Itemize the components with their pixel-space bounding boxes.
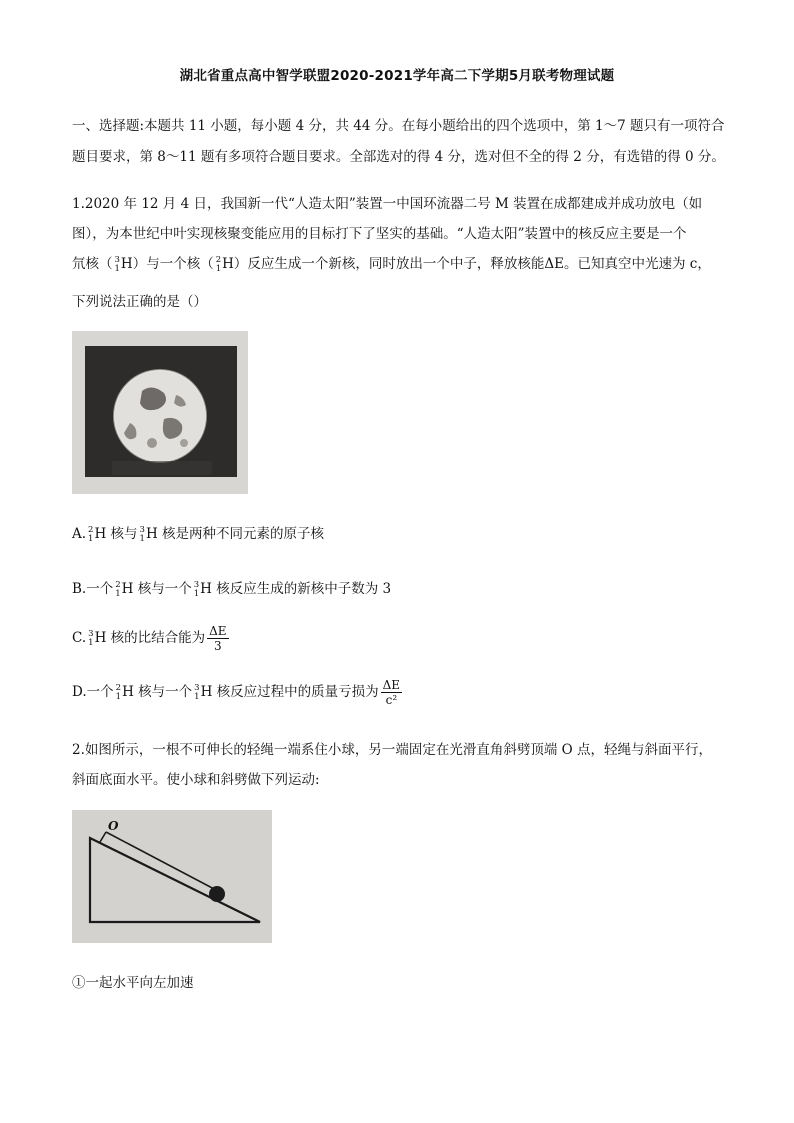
q1-line3-text-b: H）与一个核（: [120, 256, 214, 272]
point-o-label: O: [108, 819, 119, 833]
ball: [209, 886, 225, 902]
q2-line2: 斜面底面水平。使小球和斜劈做下列运动:: [72, 772, 320, 788]
section-instructions-line1: 一、选择题:本题共 11 小题，每小题 4 分，共 44 分。在每小题给出的四个选项中，第 1～7 题只有一项符合: [72, 118, 725, 134]
nuclide-tritium: 3 1: [114, 254, 120, 274]
q1-line1: 1.2020 年 12 月 4 日，我国新一代“人造太阳”装置一中国环流器二号 M 装置在成都建成并成功放电（如: [72, 196, 703, 212]
q1-line4: 下列说法正确的是（）: [72, 294, 207, 310]
q1-option-b: B.一个 2 1 H 核与一个 3 1 H 核反应生成的新核中子数为 3: [72, 579, 392, 599]
page-title: 湖北省重点高中智学联盟2020-2021学年高二下学期5月联考物理试题: [179, 68, 615, 84]
q1-line3-text-a: 氘核（: [72, 256, 113, 272]
q1-line3-text-c: H）反应生成一个新核，同时放出一个中子，释放核能ΔE。已知真空中光速为 c，: [222, 256, 711, 272]
nuclide-deuterium: 2 1: [115, 579, 121, 599]
q1-line2: 图），为本世纪中叶实现核聚变能应用的目标打下了坚实的基础。“人造太阳”装置中的核反应主要是一个: [72, 226, 687, 242]
fraction-delta-e-over-3: $\frac{\Delta E}{3}$: [209, 624, 227, 653]
q2-line1: 2.如图所示，一根不可伸长的轻绳一端系住小球，另一端固定在光滑直角斜劈顶端 O 点，轻绳与斜面平行，: [72, 742, 713, 758]
nuclide-tritium: 3 1: [194, 682, 200, 702]
incline-diagram: [72, 810, 272, 943]
incline-figure: [72, 810, 272, 943]
nuclide-tritium: 3 1: [88, 628, 94, 648]
q2-item1: ①一起水平向左加速: [72, 975, 194, 991]
q1-option-c: C. 3 1 H 核的比结合能为 $\frac{\Delta E}{3}$: [72, 624, 227, 653]
nuclide-deuterium: 2 1: [88, 524, 94, 544]
nuclide-tritium: 3 1: [139, 524, 145, 544]
q1-line3: [72, 252, 711, 274]
q1-option-d: D.一个 2 1 H 核与一个 3 1 H 核反应过程中的质量亏损为 $\frac{\Delta E}{\text{c²}}$: [72, 678, 401, 707]
q1-option-a: A. 2 1 H 核与 3 1 H 核是两种不同元素的原子核: [72, 524, 325, 544]
artificial-sun-photo: [72, 331, 248, 494]
nuclide-tritium: 3 1: [193, 579, 200, 599]
plasma-image: [72, 331, 248, 494]
fraction-delta-e-over-c-squared: $\frac{\Delta E}{\text{c²}}$: [382, 678, 401, 707]
nuclide-deuterium: 2 1: [215, 254, 222, 274]
nuclide-deuterium: 2 1: [115, 682, 122, 702]
section-instructions-line2: 题目要求，第 8～11 题有多项符合题目要求。全部选对的得 4 分，选对但不全的得 2 分，有选错的得 0 分。: [72, 149, 725, 165]
